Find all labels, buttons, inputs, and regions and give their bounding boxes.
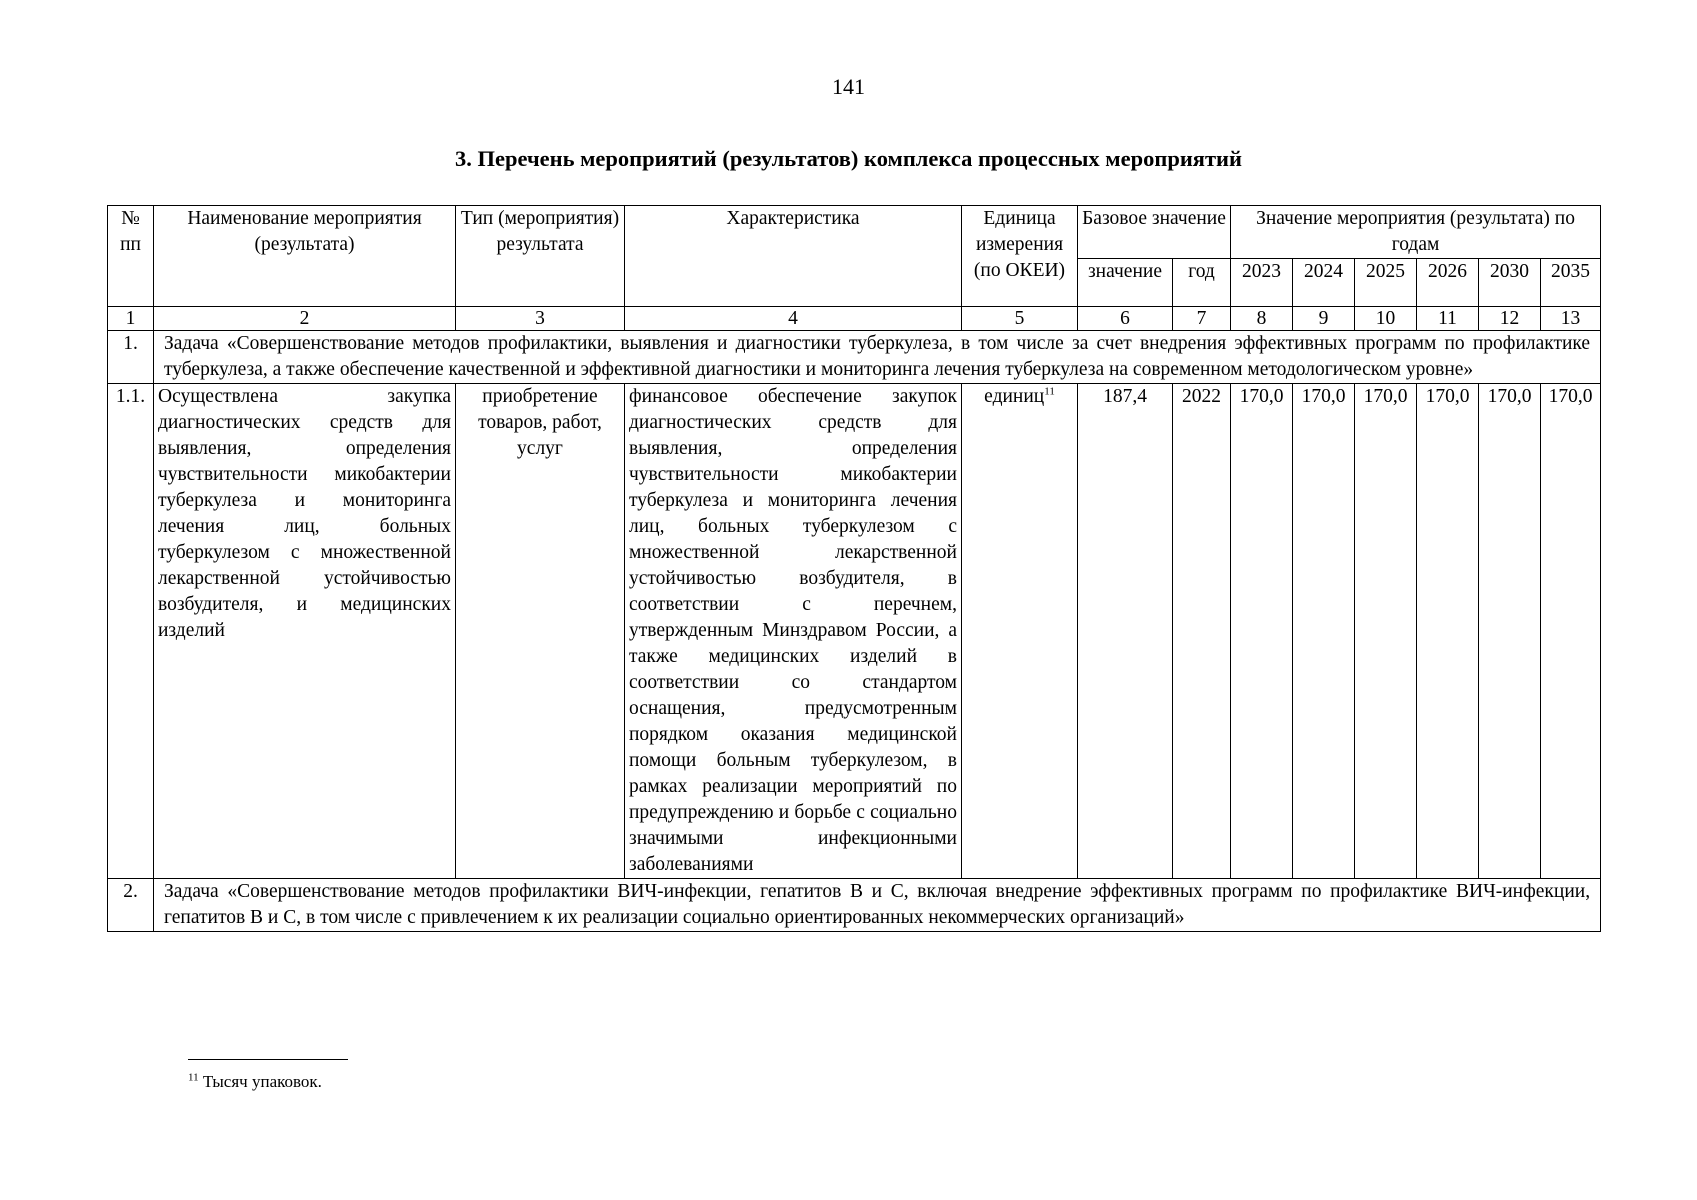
- header-type: Тип (мероприятия) результата: [456, 206, 625, 307]
- task-row-2: [108, 879, 1601, 932]
- task-row-1: [108, 331, 1601, 384]
- header-year: 2023: [1231, 259, 1293, 307]
- column-numbers-row: [108, 307, 1601, 331]
- column-number: 1: [108, 307, 154, 331]
- row-1-1-base-value: 187,4: [1078, 384, 1173, 879]
- row-1-1-value-2030: 170,0: [1479, 384, 1541, 879]
- page-number: 141: [832, 74, 865, 99]
- row-1-1-num: 1.1.: [108, 384, 154, 879]
- header-base-value: значение: [1078, 259, 1173, 307]
- header-num: № пп: [108, 206, 154, 307]
- footnote-number: 11: [188, 1071, 199, 1084]
- section-title: 3. Перечень мероприятий (результатов) комплекса процессных мероприятий: [455, 146, 1242, 171]
- column-number: 9: [1293, 307, 1355, 331]
- footnote: [188, 1072, 322, 1092]
- column-number: 2: [154, 307, 456, 331]
- row-1-1-unit-text: единиц: [984, 386, 1045, 407]
- column-number: 11: [1417, 307, 1479, 331]
- header-values-by-year: Значение мероприятия (результата) по годам: [1231, 206, 1601, 259]
- header-base: Базовое значение: [1078, 206, 1231, 259]
- column-number: 10: [1355, 307, 1417, 331]
- column-number: 5: [962, 307, 1078, 331]
- task-2-num: 2.: [108, 879, 154, 932]
- header-year: 2035: [1541, 259, 1601, 307]
- column-number: 8: [1231, 307, 1293, 331]
- header-year: 2026: [1417, 259, 1479, 307]
- column-number: 7: [1173, 307, 1231, 331]
- activities-table: [107, 205, 1601, 932]
- header-year: 2025: [1355, 259, 1417, 307]
- row-1-1-value-2035: 170,0: [1541, 384, 1601, 879]
- row-1-1-value-2023: 170,0: [1231, 384, 1293, 879]
- header-name: Наименование мероприятия (результата): [154, 206, 456, 307]
- row-1-1-unit: [962, 384, 1078, 879]
- row-1-1-name: Осуществлена закупка диагностических средств для выявления, определения чувствительности микобактерии туберкулеза и мониторинга лечения лиц, больных туберкулезом с множественной лекарственной устойчивостью возбудителя, и медицинских изделий: [154, 384, 456, 879]
- header-unit: Единица измерения (по ОКЕИ): [962, 206, 1078, 307]
- header-year: 2024: [1293, 259, 1355, 307]
- column-number: 6: [1078, 307, 1173, 331]
- footnote-divider: [188, 1059, 348, 1060]
- task-1-num: 1.: [108, 331, 154, 384]
- row-1-1-characteristic: финансовое обеспечение закупок диагностических средств для выявления, определения чувствительности микобактерии туберкулеза и мониторинга лечения лиц, больных туберкулезом с множественной лекарственной устойчивостью возбудителя, в соответствии с перечнем, утвержденным Минздравом России, а также медицинских изделий в соответствии со стандартом оснащения, предусмотренным порядком оказания медицинской помощи больным туберкулезом, в рамках реализации мероприятий по предупреждению и борьбе с социально значимыми инфекционными заболеваниями: [625, 384, 962, 879]
- task-2-text: Задача «Совершенствование методов профилактики ВИЧ-инфекции, гепатитов В и С, включая внедрение эффективных программ по профилактике ВИЧ-инфекции, гепатитов В и С, в том числе с привлечением к их реализации социально ориентированных некоммерческих организаций»: [154, 879, 1601, 932]
- footnote-ref: 11: [1044, 385, 1055, 398]
- column-number: 13: [1541, 307, 1601, 331]
- header-base-year: год: [1173, 259, 1231, 307]
- row-1-1-value-2024: 170,0: [1293, 384, 1355, 879]
- header-row-1: [108, 206, 1601, 259]
- row-1-1-type: приобретение товаров, работ, услуг: [456, 384, 625, 879]
- footnote-text: Тысяч упаковок.: [202, 1072, 322, 1091]
- header-year: 2030: [1479, 259, 1541, 307]
- column-number: 3: [456, 307, 625, 331]
- table-row: [108, 384, 1601, 879]
- header-characteristic: Характеристика: [625, 206, 962, 307]
- row-1-1-base-year: 2022: [1173, 384, 1231, 879]
- column-number: 12: [1479, 307, 1541, 331]
- row-1-1-value-2025: 170,0: [1355, 384, 1417, 879]
- row-1-1-value-2026: 170,0: [1417, 384, 1479, 879]
- task-1-text: Задача «Совершенствование методов профилактики, выявления и диагностики туберкулеза, в том числе за счет внедрения эффективных программ по профилактике туберкулеза, а также обеспечение качественной и эффективной диагностики и мониторинга лечения туберкулеза на современном методологическом уровне»: [154, 331, 1601, 384]
- column-number: 4: [625, 307, 962, 331]
